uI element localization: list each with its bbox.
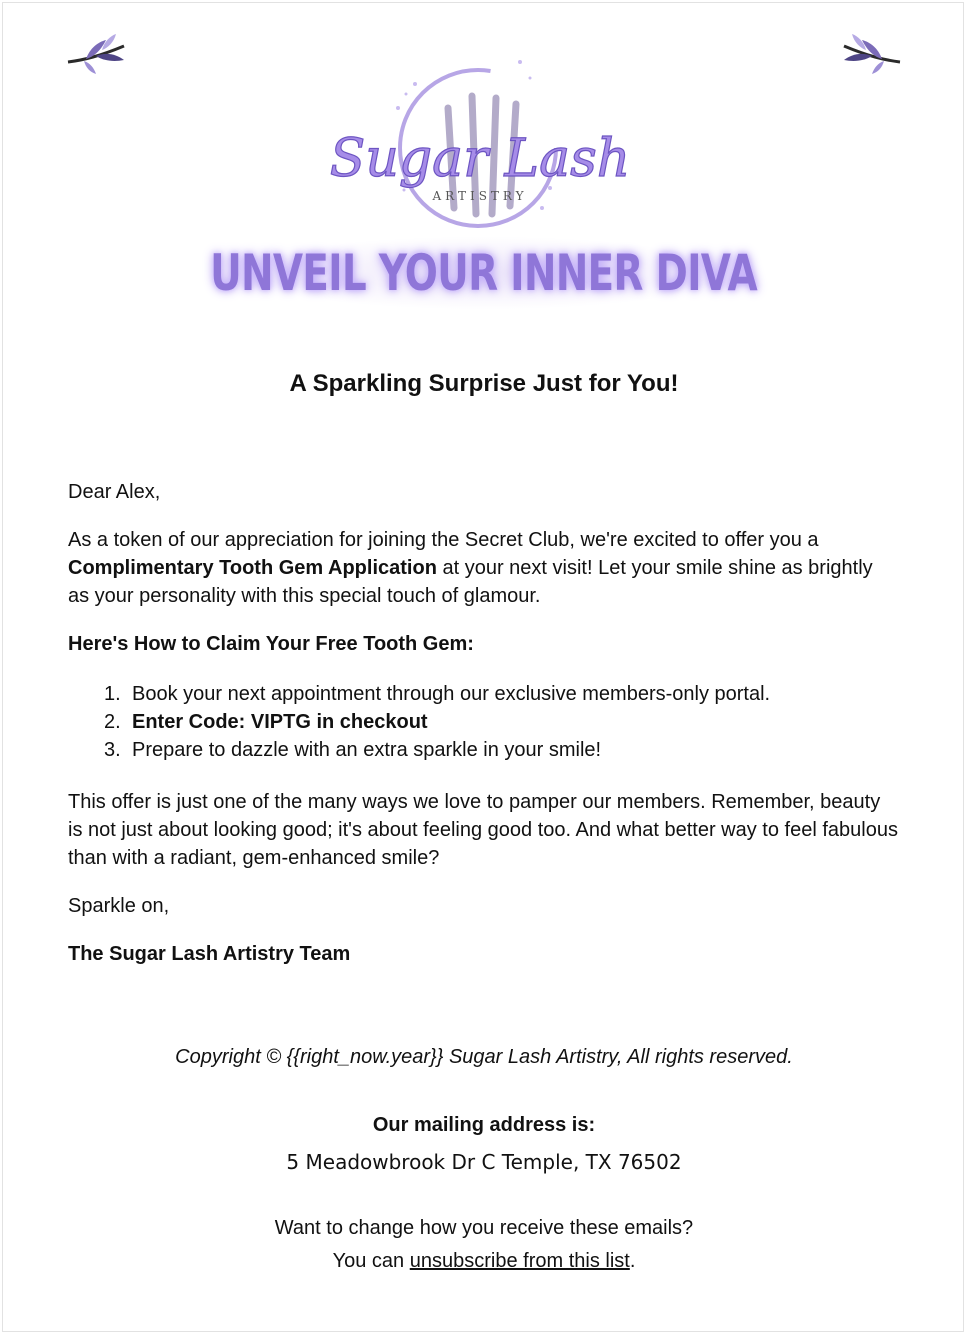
step-number: 1. [104,683,121,705]
signoff: Sparkle on, [68,895,170,917]
tagline-text: UNVEIL YOUR INNER DIVA [210,244,758,302]
greeting: Dear Alex, [68,481,161,503]
how-to-title: Here's How to Claim Your Free Tooth Gem: [68,633,474,655]
leaf-sprig-icon [838,30,902,78]
unsubscribe-link[interactable]: unsubscribe from this list [409,1250,630,1272]
step-number: 2. [104,711,121,733]
list-item [104,736,904,764]
unsubscribe-line [0,1250,968,1273]
preferences-text: Want to change how you receive these emails? [274,1217,694,1239]
list-item [104,708,904,736]
team-signature: The Sugar Lash Artistry Team [68,943,351,965]
intro-text-before: As a token of our appreciation for joining the Secret Club, we're excited to offer you a [68,529,819,551]
step-text: Book your next appointment through our exclusive members-only portal. [132,683,771,705]
mailing-address: 5 Meadowbrook Dr C Temple, TX 76502 [286,1150,682,1174]
leaf-sprig-icon [66,30,130,78]
logo-sub-text: ARTISTRY [432,189,528,203]
step-number: 3. [104,739,121,761]
step-text: Enter Code: VIPTG in checkout [132,711,428,733]
list-item [104,680,904,708]
email-headline: A Sparkling Surprise Just for You! [289,370,679,397]
intro-paragraph [68,526,898,610]
unsubscribe-prefix: You can [332,1250,410,1272]
intro-offer-highlight: Complimentary Tooth Gem Application [68,557,437,579]
unsubscribe-suffix: . [629,1250,636,1272]
steps-list [104,680,904,764]
tagline-banner [210,236,758,310]
copyright-text: Copyright © {{right_now.year}} Sugar Lash Artistry, All rights reserved. [175,1046,793,1068]
logo-script-text: Sugar Lash [329,129,631,189]
mailing-address-label: Our mailing address is: [372,1114,596,1136]
step-text: Prepare to dazzle with an extra sparkle in your smile! [132,739,602,761]
outro-paragraph: This offer is just one of the many ways we love to pamper our members. Remember, beauty is not just about looking good; it's about feeling good too. And what better way to feel fabulous than with a radiant, gem-enhanced smile? [68,791,898,869]
intro-text-after: at your next visit! Let your smile shine as brightly as your personality with this special touch of glamour. [68,557,873,607]
